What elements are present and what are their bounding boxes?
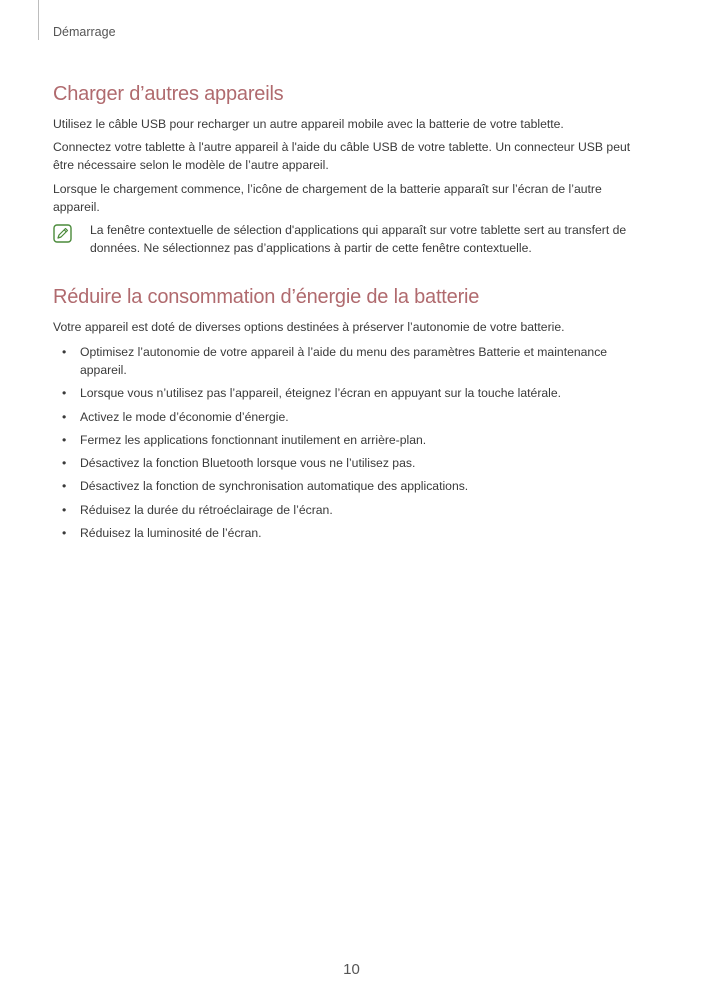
paragraph: Votre appareil est doté de diverses options destinées à préserver l’autonomie de votre batterie. bbox=[53, 320, 565, 334]
list-item: • Désactivez la fonction de synchronisation automatique des applications. bbox=[62, 479, 469, 494]
note-pencil-icon bbox=[53, 224, 72, 243]
paragraph: Lorsque le chargement commence, l’icône de chargement de la batterie apparaît sur l’écran de l’autre appareil. bbox=[53, 182, 602, 214]
list-item: • Optimisez l’autonomie de votre appareil à l’aide du menu des paramètres Batterie et maintenance appareil. bbox=[62, 345, 608, 377]
note-text: La fenêtre contextuelle de sélection d'applications qui apparaît sur votre tablette sert au transfert de données. Ne sélectionnez pas d’applications à partir de cette fenêtre contextuelle. bbox=[90, 223, 627, 255]
list-item: • Réduisez la durée du rétroéclairage de l’écran. bbox=[62, 502, 333, 517]
list-item: • Lorsque vous n’utilisez pas l’appareil, éteignez l’écran en appuyant sur la touche latérale. bbox=[62, 386, 562, 401]
battery-tips-list bbox=[53, 343, 643, 547]
list-item: • Désactivez la fonction Bluetooth lorsque vous ne l’utilisez pas. bbox=[62, 456, 416, 471]
page-number: 10 bbox=[343, 961, 360, 978]
paragraph: Connectez votre tablette à l'autre appareil à l'aide du câble USB de votre tablette. Un connecteur USB peut être nécessaire selon le modèle de l’autre appareil. bbox=[53, 140, 631, 172]
list-item: • Réduisez la luminosité de l’écran. bbox=[62, 526, 262, 541]
section-title-battery-saving: Réduire la consommation d’énergie de la batterie bbox=[53, 286, 480, 308]
section-title-charging: Charger d’autres appareils bbox=[53, 83, 284, 105]
header-section-label: Démarrage bbox=[53, 25, 116, 39]
list-item: • Activez le mode d’économie d’énergie. bbox=[62, 409, 289, 424]
list-item: • Fermez les applications fonctionnant inutilement en arrière-plan. bbox=[62, 432, 427, 447]
header-divider bbox=[38, 0, 39, 40]
paragraph: Utilisez le câble USB pour recharger un autre appareil mobile avec la batterie de votre tablette. bbox=[53, 117, 564, 131]
